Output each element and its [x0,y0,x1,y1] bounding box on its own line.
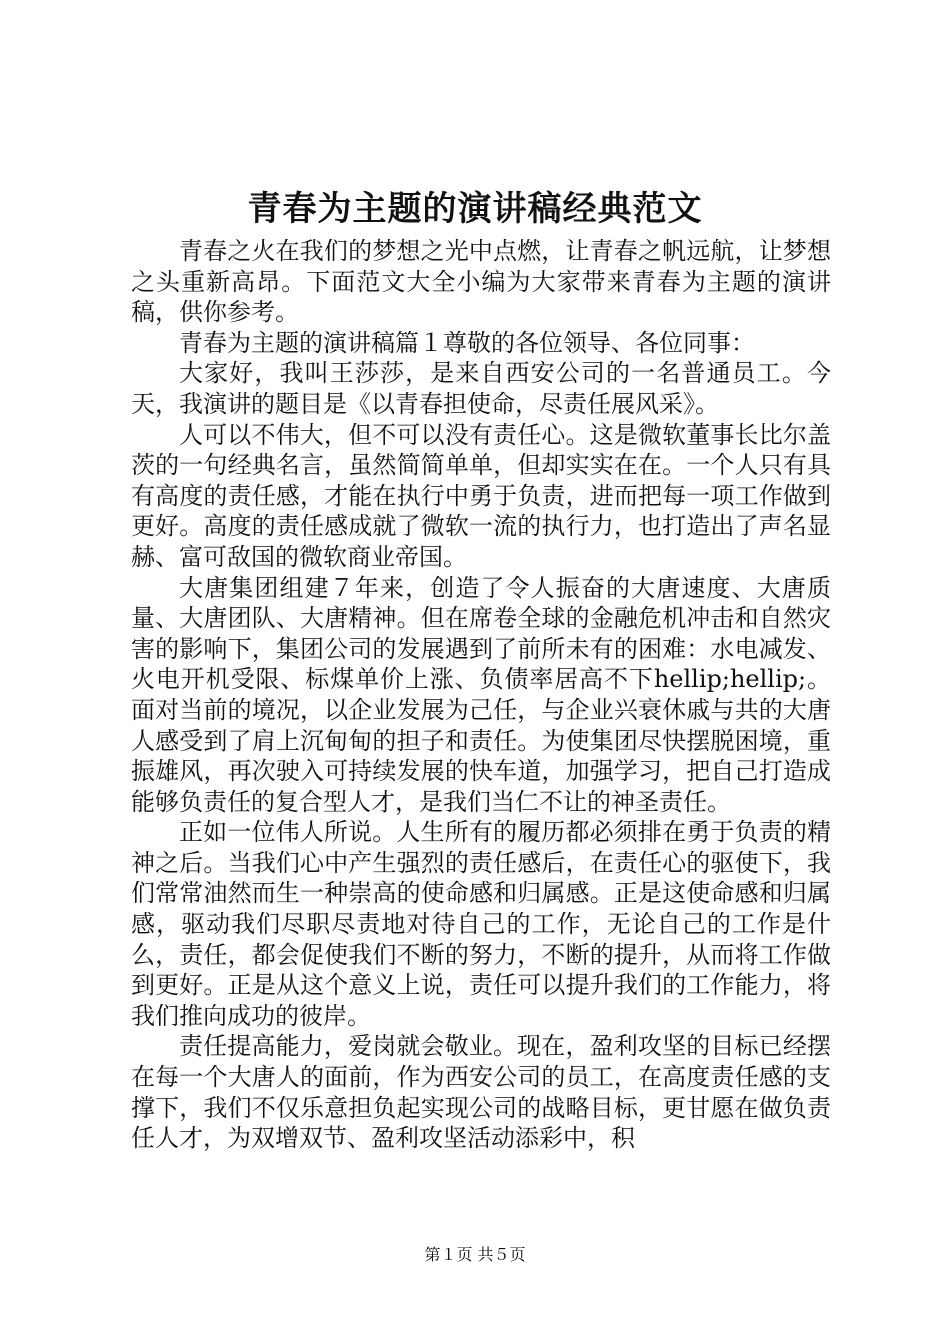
paragraph-great-man: 正如一位伟人所说。人生所有的履历都必须排在勇于负责的精神之后。当我们心中产生强烈的责任感后，在责任心的驱使下，我们常常油然而生一种崇高的使命感和归属感。正是这使命感和归属感，驱动我们尽职尽责地对待自己的工作，无论自己的工作是什么，责任，都会促使我们不断的努力，不断的提升，从而将工作做到更好。正是从这个意义上说，责任可以提升我们的工作能力，将我们推向成功的彼岸。 [131,818,831,1030]
paragraph-datang-group: 大唐集团组建７年来，创造了令人振奋的大唐速度、大唐质量、大唐团队、大唐精神。但在席卷全球的金融危机冲击和自然灾害的影响下，集团公司的发展遇到了前所未有的困难：水电减发、火电开机受限、标煤单价上涨、负债率居高不下hellip;hellip;。面对当前的境况，以企业发展为己任，与企业兴衰休戚与共的大唐人感受到了肩上沉甸甸的担子和责任。为使集团尽快摆脱困境，重振雄风，再次驶入可持续发展的快车道，加强学习，把自己打造成能够负责任的复合型人才，是我们当仁不让的神圣责任。 [131,573,831,816]
paragraph-intro: 青春之火在我们的梦想之光中点燃，让青春之帆远航，让梦想之头重新高昂。下面范文大全小编为大家带来青春为主题的演讲稿，供你参考。 [131,237,831,327]
paragraph-salutation: 青春为主题的演讲稿篇１尊敬的各位领导、各位同事： [179,328,755,357]
document-body [131,236,831,1154]
paragraph-dedication: 责任提高能力，爱岗就会敬业。现在，盈利攻坚的目标已经摆在每一个大唐人的面前，作为西安公司的员工，在高度责任感的支撑下，我们不仅乐意担负起实现公司的战略目标，更甘愿在做负责任人才，为双增双节、盈利攻坚活动添彩中，积 [131,1032,831,1153]
paragraph-greeting: 大家好，我叫王莎莎，是来自西安公司的一名普通员工。今天，我演讲的题目是《以青春担使命，尽责任展风采》。 [131,359,831,418]
paragraph-responsibility: 人可以不伟大，但不可以没有责任心。这是微软董事长比尔盖茨的一句经典名言，虽然简简单单，但却实实在在。一个人只有具有高度的责任感，才能在执行中勇于负责，进而把每一项工作做到更好。高度的责任感成就了微软一流的执行力，也打造出了声名显赫、富可敌国的微软商业帝国。 [131,420,831,571]
document-title: 青春为主题的演讲稿经典范文 [247,189,703,229]
page-footer: 第１页 共５页 [424,1245,526,1264]
